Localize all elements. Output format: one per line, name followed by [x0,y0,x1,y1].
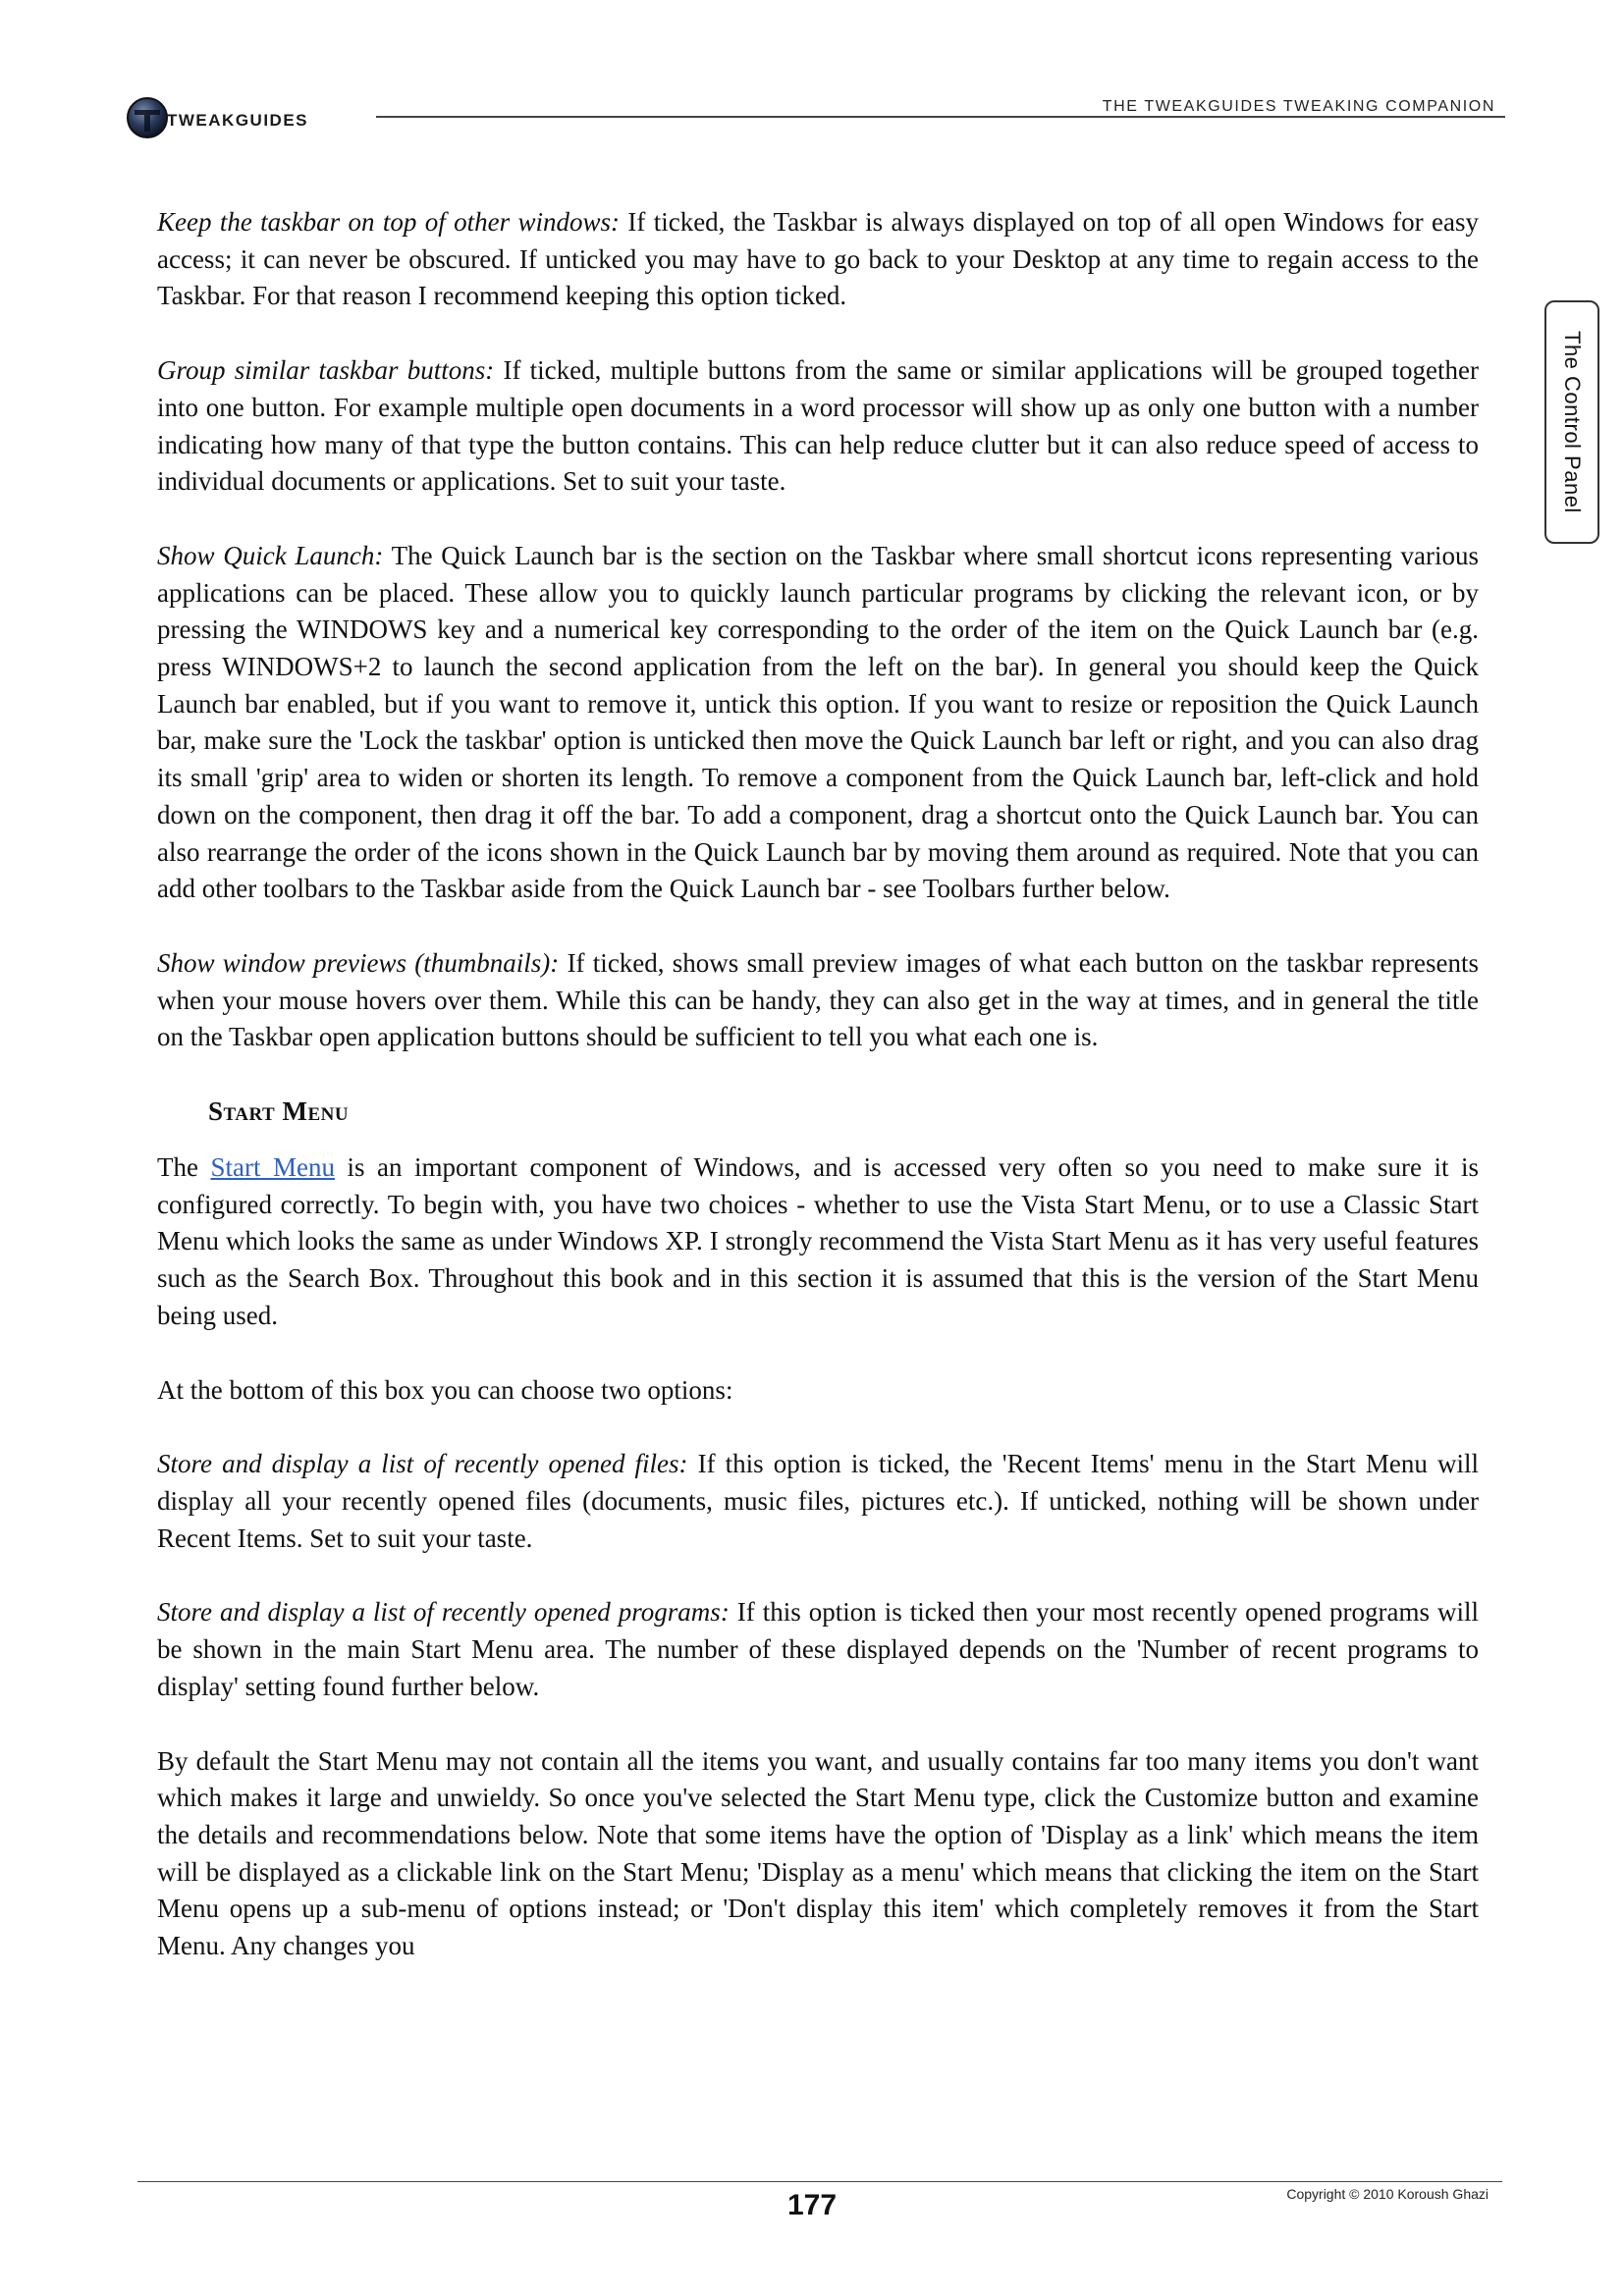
option-description: If ticked, shows small preview images of what each button on the taskbar represents when your mouse hovers over them. While this can be handy, they can also get in the way at times, and in general the title on the Taskbar open application buttons should be sufficient to tell you what each one is. [157,947,1479,1052]
tweakguides-logo [126,94,381,143]
option-description: If ticked, multiple buttons from the same or similar applications will be grouped together into one button. For example multiple open documents in a word processor will show up as only one button with a number indicating how many of that type the button contains. This can help reduce clutter but it can also reduce speed of access to individual documents or applications. Set to suit your taste. [157,355,1479,497]
option-term: Store and display a list of recently opened files: [157,1449,688,1479]
paragraph-group-buttons [157,352,1479,501]
option-term: Show Quick Launch: [157,540,384,570]
header-rule [376,116,1505,118]
paragraph-recent-programs [157,1594,1479,1705]
option-term: Group similar taskbar buttons: [157,355,495,386]
option-description: If this option is ticked then your most recently opened programs will be shown in the main Start Menu area. The number of these displayed depends on the 'Number of recent programs to display' setting found further below. [157,1597,1479,1701]
svg-text:TWEAKGUIDES: TWEAKGUIDES [167,111,308,130]
chapter-side-tab [1544,300,1599,544]
option-term: Keep the taskbar on top of other windows: [157,207,620,237]
chapter-side-tab-label: The Control Panel [1560,331,1585,513]
footer-rule [137,2181,1502,2182]
start-menu-link[interactable]: Start Menu [210,1152,335,1183]
paragraph-customize: By default the Start Menu may not contain all the items you want, and usually contains far too many items you don't want which makes it large and unwieldy. So once you've selected the Start Menu type, click the Customize button and examine the details and recommendations below. Note that some items have the option of 'Display as a link' which means the item will be displayed as a clickable link on the Start Menu; 'Display as a menu' which means that clicking the item on the Start Menu opens up a sub-menu of options instead; or 'Don't display this item' which completely removes it from the Start Menu. Any changes you [157,1745,1479,1961]
paragraph-taskbar-on-top [157,204,1479,315]
option-term: Store and display a list of recently opened programs: [157,1597,730,1628]
option-term: Show window previews (thumbnails): [157,947,560,978]
copyright-notice: Copyright © 2010 Koroush Ghazi [1286,2186,1489,2202]
option-description: If ticked, the Taskbar is always displayed on top of all open Windows for easy access; it can never be obscured. If unticked you may have to go back to your Desktop at any time to regain access to the Taskbar. For that reason I recommend keeping this option ticked. [157,207,1479,311]
section-heading-start-menu: Start Menu [208,1096,350,1127]
intro-text-after: is an important component of Windows, and is accessed very often so you need to make sure it is configured correctly. To begin with, you have two choices - whether to use the Vista Start Menu, or to use a Classic Start Menu which looks the same as under Windows XP. I strongly recommend the Vista Start Menu as it has very useful features such as the Search Box. Throughout this book and in this section it is assumed that this is the version of the Start Menu being used. [157,1152,1479,1330]
paragraph-start-menu-intro [157,1149,1479,1335]
intro-text-before: The [157,1152,211,1183]
tweakguides-logo-icon [126,94,381,143]
paragraph-quick-launch [157,538,1479,908]
page-number: 177 [786,2189,838,2221]
option-description: If this option is ticked, the 'Recent Items' menu in the Start Menu will display all your recently opened files (documents, music files, pictures etc.). If unticked, nothing will be shown under Recent Items. Set to suit your taste. [157,1449,1479,1553]
option-description: The Quick Launch bar is the section on the Taskbar where small shortcut icons representing various applications can be placed. These allow you to quickly launch particular programs by clicking the relevant icon, or by pressing the WINDOWS key and a numerical key corresponding to the order of the item on the Quick Launch bar (e.g. press WINDOWS+2 to launch the second application from the left on the bar). In general you should keep the Quick Launch bar enabled, but if you want to remove it, untick this option. If you want to resize or reposition the Quick Launch bar, make sure the 'Lock the taskbar' option is unticked then move the Quick Launch bar left or right, and you can also drag its small 'grip' area to widen or shorten its length. To remove a component from the Quick Launch bar, left-click and hold down on the component, then drag it off the bar. To add a component, drag a shortcut onto the Quick Launch bar. You can also rearrange the order of the icons shown in the Quick Launch bar by moving them around as required. Note that you can add other toolbars to the Taskbar aside from the Quick Launch bar - see Toolbars further below. [157,540,1480,904]
page-content [157,204,1479,2002]
paragraph-recent-files [157,1446,1479,1557]
paragraph-options-lead: At the bottom of this box you can choose two options: [157,1374,733,1405]
header-title: THE TWEAKGUIDES TWEAKING COMPANION [1102,98,1495,115]
paragraph-window-previews [157,945,1479,1056]
page-header [126,94,1505,143]
